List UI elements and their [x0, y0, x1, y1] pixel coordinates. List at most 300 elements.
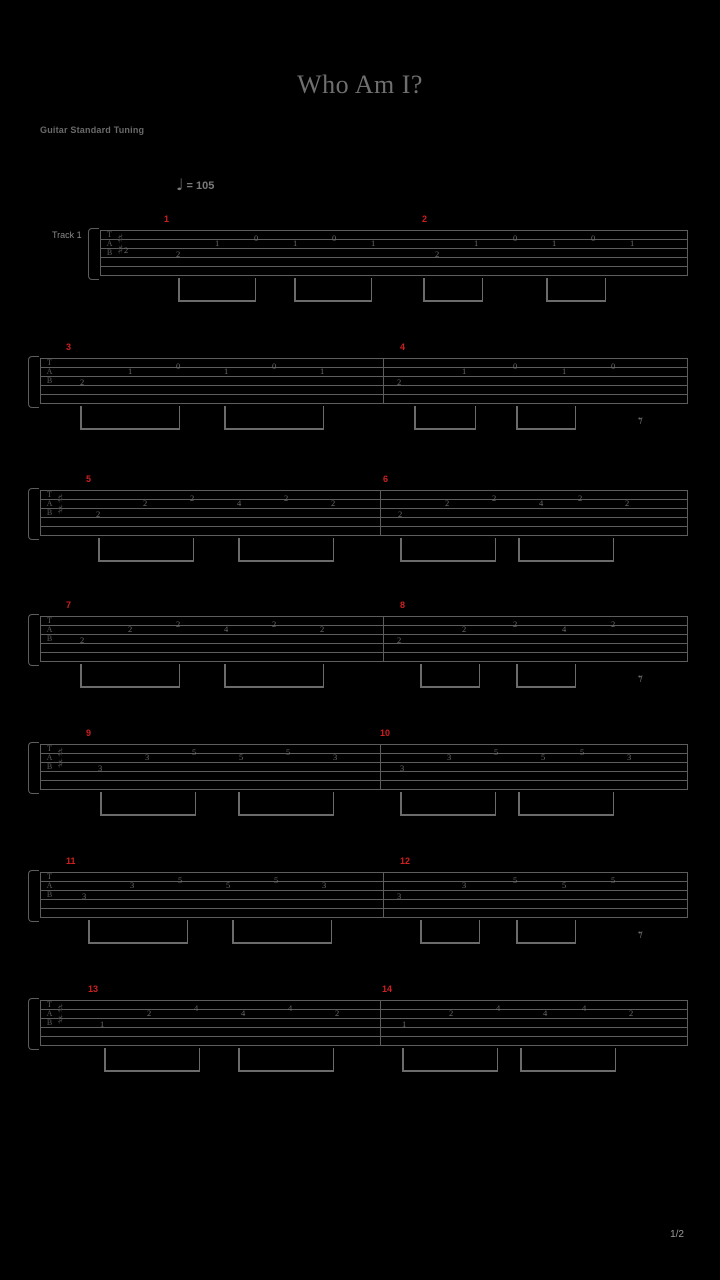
fret-number: 1 [562, 366, 567, 376]
key-signature-sharp-icon: ♯ [117, 243, 124, 258]
tab-clef-letter: A [46, 499, 53, 509]
stem [224, 664, 226, 688]
fret-number: 0 [513, 233, 518, 243]
staff-line [40, 367, 688, 368]
beam [232, 942, 332, 944]
tab-clef-letter: A [46, 1009, 53, 1019]
tab-staff [40, 872, 688, 918]
stem [420, 920, 422, 944]
stem [516, 406, 518, 430]
staff-line [100, 257, 688, 258]
key-signature-sharp-icon: ♯ [117, 232, 124, 247]
tab-staff [40, 358, 688, 404]
barline [383, 872, 384, 918]
end-barline [687, 230, 688, 276]
stem [179, 406, 181, 430]
fret-number: 5 [286, 747, 291, 757]
fret-number: 2 [435, 249, 440, 259]
fret-number: 2 [462, 624, 467, 634]
fret-number: 3 [322, 880, 327, 890]
tab-clef-letter: B [46, 890, 53, 900]
measure-number: 9 [86, 728, 92, 738]
fret-number: 5 [513, 875, 518, 885]
page-title: Who Am I? [297, 70, 423, 99]
tab-clef [44, 490, 55, 536]
stem [238, 792, 240, 816]
beam [516, 686, 576, 688]
staff-line [40, 508, 688, 509]
tab-clef-letter: T [47, 872, 52, 881]
stem [178, 278, 180, 302]
fret-number: 2 [124, 245, 129, 255]
stem [575, 920, 577, 944]
system-brace [28, 998, 39, 1050]
end-barline [687, 616, 688, 662]
tuning-label: Guitar Standard Tuning [40, 125, 145, 135]
stem [482, 278, 484, 302]
beam [294, 300, 372, 302]
fret-number: 1 [128, 366, 133, 376]
tab-staff [40, 490, 688, 536]
fret-number: 0 [176, 361, 181, 371]
tempo-value: = 105 [186, 180, 215, 192]
beam [88, 942, 188, 944]
barline [380, 744, 381, 790]
staff-line [40, 634, 688, 635]
tab-clef-letter: A [46, 367, 53, 377]
fret-number: 2 [331, 498, 336, 508]
fret-number: 5 [178, 875, 183, 885]
end-barline [687, 1000, 688, 1046]
stem [179, 664, 181, 688]
fret-number: 1 [100, 1019, 105, 1029]
fret-number: 2 [80, 377, 85, 387]
fret-number: 0 [611, 361, 616, 371]
staff-line [40, 1036, 688, 1037]
stem [193, 538, 195, 562]
stem [238, 538, 240, 562]
fret-number: 3 [397, 891, 402, 901]
tab-clef-letter: B [106, 248, 113, 258]
fret-number: 3 [145, 752, 150, 762]
stem [420, 664, 422, 688]
measure-number: 14 [382, 984, 393, 994]
stem [400, 792, 402, 816]
beam [104, 1070, 200, 1072]
fret-number: 2 [335, 1008, 340, 1018]
start-barline [40, 490, 41, 536]
fret-number: 4 [562, 624, 567, 634]
system-brace [88, 228, 99, 280]
fret-number: 5 [192, 747, 197, 757]
fret-number: 3 [400, 763, 405, 773]
key-signature-sharp-icon: ♯ [57, 757, 64, 772]
staff-line [40, 917, 688, 918]
rest-icon: 𝄾 [638, 410, 644, 432]
beam [178, 300, 256, 302]
fret-number: 1 [402, 1019, 407, 1029]
beam [238, 814, 334, 816]
stem [195, 792, 197, 816]
tab-clef-letter: B [46, 634, 53, 644]
start-barline [40, 744, 41, 790]
fret-number: 4 [288, 1003, 293, 1013]
beam [80, 428, 180, 430]
beam [400, 814, 496, 816]
page-indicator: 1/2 [670, 1229, 684, 1240]
beam [414, 428, 476, 430]
tab-clef [44, 744, 55, 790]
tab-clef [104, 230, 115, 276]
system-brace [28, 614, 39, 666]
staff-line [40, 661, 688, 662]
stem [331, 920, 333, 944]
stem [495, 538, 497, 562]
staff-line [100, 248, 688, 249]
tab-staff [40, 1000, 688, 1046]
fret-number: 1 [474, 238, 479, 248]
staff-line [40, 762, 688, 763]
end-barline [687, 490, 688, 536]
fret-number: 4 [241, 1008, 246, 1018]
fret-number: 2 [143, 498, 148, 508]
stem [497, 1048, 499, 1072]
beam [518, 814, 614, 816]
measure-number: 2 [422, 214, 428, 224]
tab-clef-letter: T [47, 1000, 52, 1009]
fret-number: 5 [274, 875, 279, 885]
beam [520, 1070, 616, 1072]
stem [199, 1048, 201, 1072]
tab-clef-letter: B [46, 1018, 53, 1028]
tab-clef-letter: T [47, 490, 52, 499]
key-signature-sharp-icon: ♯ [57, 503, 64, 518]
stem [255, 278, 257, 302]
staff-line [40, 643, 688, 644]
stem [294, 278, 296, 302]
stem [400, 538, 402, 562]
measure-number: 13 [88, 984, 99, 994]
fret-number: 1 [462, 366, 467, 376]
stem [575, 664, 577, 688]
stem [518, 792, 520, 816]
stem [333, 792, 335, 816]
stem [333, 1048, 335, 1072]
tab-clef-letter: A [46, 625, 53, 635]
stem [615, 1048, 617, 1072]
stem [520, 1048, 522, 1072]
staff-line [40, 771, 688, 772]
system-brace [28, 488, 39, 540]
measure-number: 11 [66, 856, 76, 866]
stem [479, 664, 481, 688]
barline [380, 490, 381, 536]
fret-number: 1 [552, 238, 557, 248]
fret-number: 2 [176, 249, 181, 259]
fret-number: 2 [625, 498, 630, 508]
stem [224, 406, 226, 430]
tab-clef-letter: T [47, 358, 52, 367]
fret-number: 0 [332, 233, 337, 243]
stem [333, 538, 335, 562]
staff-line [40, 394, 688, 395]
staff-line [100, 266, 688, 267]
quarter-note-icon: ♩ [176, 175, 184, 194]
staff-line [40, 753, 688, 754]
fret-number: 2 [449, 1008, 454, 1018]
tab-clef-letter: A [106, 239, 113, 249]
fret-number: 3 [462, 880, 467, 890]
tab-clef-letter: B [46, 376, 53, 386]
tab-clef-letter: A [46, 753, 53, 763]
beam [224, 428, 324, 430]
start-barline [40, 358, 41, 404]
beam [400, 560, 496, 562]
stem [495, 792, 497, 816]
staff-line [40, 526, 688, 527]
start-barline [100, 230, 101, 276]
staff-line [40, 908, 688, 909]
staff-line [40, 376, 688, 377]
fret-number: 2 [445, 498, 450, 508]
beam [402, 1070, 498, 1072]
staff-line [40, 517, 688, 518]
fret-number: 2 [284, 493, 289, 503]
fret-number: 0 [513, 361, 518, 371]
fret-number: 2 [272, 619, 277, 629]
stem [238, 1048, 240, 1072]
beam [516, 428, 576, 430]
stem [371, 278, 373, 302]
stem [402, 1048, 404, 1072]
fret-number: 2 [96, 509, 101, 519]
fret-number: 3 [130, 880, 135, 890]
beam [224, 686, 324, 688]
fret-number: 1 [320, 366, 325, 376]
fret-number: 5 [611, 875, 616, 885]
measure-number: 5 [86, 474, 92, 484]
stem [104, 1048, 106, 1072]
fret-number: 3 [627, 752, 632, 762]
barline [383, 616, 384, 662]
measure-number: 6 [383, 474, 389, 484]
tab-clef-letter: T [47, 744, 52, 753]
beam [80, 686, 180, 688]
fret-number: 4 [194, 1003, 199, 1013]
stem [98, 538, 100, 562]
tab-clef [44, 1000, 55, 1046]
fret-number: 2 [629, 1008, 634, 1018]
tab-clef [44, 358, 55, 404]
fret-number: 2 [397, 377, 402, 387]
stem [80, 406, 82, 430]
tab-staff [40, 744, 688, 790]
fret-number: 5 [580, 747, 585, 757]
tab-staff [100, 230, 688, 276]
staff-line [40, 403, 688, 404]
measure-number: 4 [400, 342, 406, 352]
stem [323, 664, 325, 688]
staff-line [40, 385, 688, 386]
stem [605, 278, 607, 302]
staff-line [40, 652, 688, 653]
beam [518, 560, 614, 562]
stem [518, 538, 520, 562]
fret-number: 0 [272, 361, 277, 371]
staff-line [40, 358, 688, 359]
start-barline [40, 1000, 41, 1046]
stem [516, 664, 518, 688]
beam [420, 942, 480, 944]
fret-number: 5 [494, 747, 499, 757]
fret-number: 2 [80, 635, 85, 645]
beam [516, 942, 576, 944]
staff-line [40, 1027, 688, 1028]
staff-line [40, 616, 688, 617]
tab-clef [44, 872, 55, 918]
fret-number: 4 [582, 1003, 587, 1013]
staff-line [40, 1009, 688, 1010]
stem [100, 792, 102, 816]
measure-number: 12 [400, 856, 411, 866]
stem [187, 920, 189, 944]
measure-number: 8 [400, 600, 406, 610]
system-brace [28, 742, 39, 794]
beam [238, 560, 334, 562]
stem [516, 920, 518, 944]
fret-number: 2 [190, 493, 195, 503]
key-signature-sharp-icon: ♯ [57, 1002, 64, 1017]
fret-number: 1 [215, 238, 220, 248]
fret-number: 1 [224, 366, 229, 376]
tab-clef-letter: B [46, 762, 53, 772]
staff-line [40, 1000, 688, 1001]
fret-number: 2 [578, 493, 583, 503]
start-barline [40, 616, 41, 662]
staff-line [100, 239, 688, 240]
beam [98, 560, 194, 562]
stem [323, 406, 325, 430]
tab-clef [44, 616, 55, 662]
track-label: Track 1 [52, 230, 82, 240]
stem [613, 792, 615, 816]
staff-line [40, 780, 688, 781]
stem [80, 664, 82, 688]
measure-number: 3 [66, 342, 72, 352]
key-signature-sharp-icon: ♯ [57, 492, 64, 507]
staff-line [100, 230, 688, 231]
fret-number: 5 [541, 752, 546, 762]
fret-number: 3 [98, 763, 103, 773]
fret-number: 2 [397, 635, 402, 645]
stem [423, 278, 425, 302]
tab-staff [40, 616, 688, 662]
staff-line [40, 899, 688, 900]
key-signature-sharp-icon: ♯ [57, 1013, 64, 1028]
staff-line [40, 881, 688, 882]
staff-line [40, 535, 688, 536]
tab-clef-letter: T [107, 230, 112, 239]
measure-number: 1 [164, 214, 170, 224]
fret-number: 3 [333, 752, 338, 762]
end-barline [687, 872, 688, 918]
beam [546, 300, 606, 302]
staff-line [100, 275, 688, 276]
fret-number: 5 [239, 752, 244, 762]
fret-number: 5 [226, 880, 231, 890]
rest-icon: 𝄾 [638, 668, 644, 690]
fret-number: 4 [496, 1003, 501, 1013]
measure-number: 7 [66, 600, 72, 610]
rest-icon: 𝄾 [638, 924, 644, 946]
fret-number: 1 [371, 238, 376, 248]
tab-clef-letter: A [46, 881, 53, 891]
staff-line [40, 499, 688, 500]
fret-number: 0 [254, 233, 259, 243]
beam [238, 1070, 334, 1072]
fret-number: 2 [320, 624, 325, 634]
tab-clef-letter: T [47, 616, 52, 625]
system-brace [28, 356, 39, 408]
stem [575, 406, 577, 430]
end-barline [687, 358, 688, 404]
staff-line [40, 789, 688, 790]
tab-clef-letter: B [46, 508, 53, 518]
staff-line [40, 1045, 688, 1046]
fret-number: 2 [147, 1008, 152, 1018]
fret-number: 4 [224, 624, 229, 634]
stem [475, 406, 477, 430]
fret-number: 1 [630, 238, 635, 248]
stem [414, 406, 416, 430]
measure-number: 10 [380, 728, 391, 738]
end-barline [687, 744, 688, 790]
key-signature-sharp-icon: ♯ [57, 746, 64, 761]
beam [100, 814, 196, 816]
barline [383, 358, 384, 404]
staff-line [40, 625, 688, 626]
barline [380, 1000, 381, 1046]
tempo-marking [176, 175, 215, 194]
stem [232, 920, 234, 944]
staff-line [40, 890, 688, 891]
fret-number: 1 [293, 238, 298, 248]
start-barline [40, 872, 41, 918]
fret-number: 2 [492, 493, 497, 503]
fret-number: 2 [513, 619, 518, 629]
fret-number: 2 [176, 619, 181, 629]
beam [420, 686, 480, 688]
fret-number: 0 [591, 233, 596, 243]
staff-line [40, 744, 688, 745]
staff-line [40, 872, 688, 873]
stem [88, 920, 90, 944]
fret-number: 4 [543, 1008, 548, 1018]
fret-number: 5 [562, 880, 567, 890]
staff-line [40, 1018, 688, 1019]
stem [479, 920, 481, 944]
fret-number: 3 [82, 891, 87, 901]
fret-number: 2 [611, 619, 616, 629]
beam [423, 300, 483, 302]
system-brace [28, 870, 39, 922]
fret-number: 2 [128, 624, 133, 634]
fret-number: 3 [447, 752, 452, 762]
fret-number: 2 [398, 509, 403, 519]
stem [546, 278, 548, 302]
fret-number: 4 [237, 498, 242, 508]
fret-number: 4 [539, 498, 544, 508]
